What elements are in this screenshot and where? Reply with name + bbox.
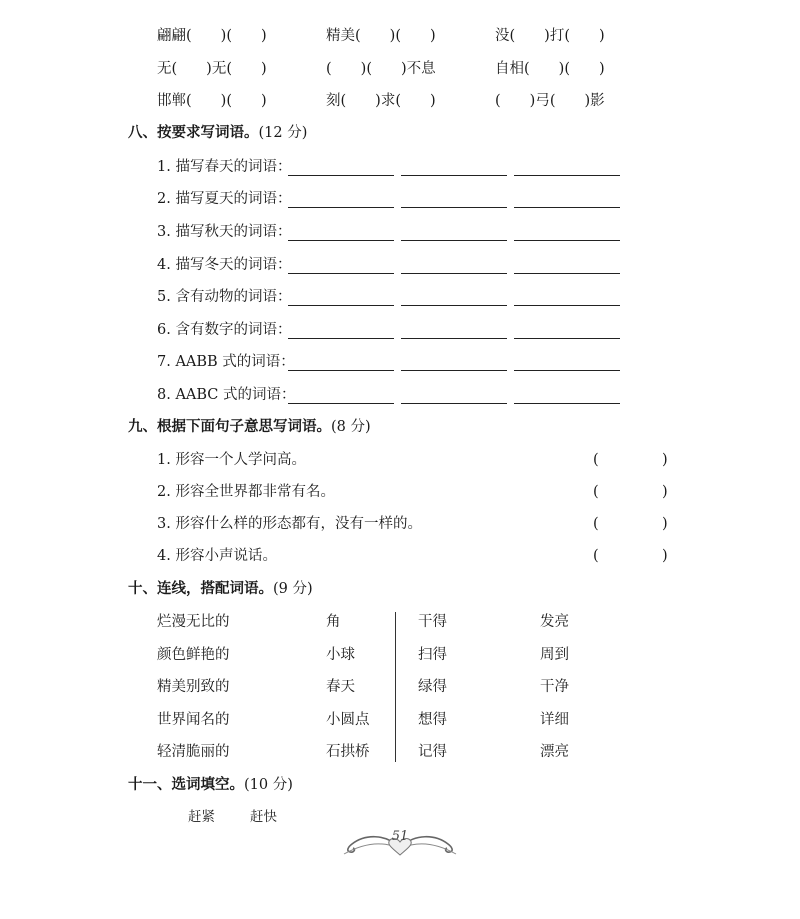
section-11-heading	[128, 775, 293, 795]
section-10-points: (9 分)	[273, 581, 313, 597]
match-col1-item[interactable]: 精美别致的	[157, 679, 230, 695]
answer-blank[interactable]	[401, 403, 507, 404]
answer-paren-close: )	[662, 484, 668, 500]
match-col2-item[interactable]: 石拱桥	[326, 744, 370, 760]
match-col3-item[interactable]: 记得	[418, 744, 447, 760]
answer-blank[interactable]	[514, 175, 620, 176]
answer-paren-open: (	[593, 516, 599, 532]
answer-paren-close: )	[662, 548, 668, 564]
match-col2-item[interactable]: 小圆点	[326, 712, 370, 728]
section-8-title: 八、按要求写词语。	[128, 125, 259, 141]
answer-blank[interactable]	[401, 273, 507, 274]
answer-blank[interactable]	[288, 338, 394, 339]
s8-item-4-label: 4. 描写冬天的词语：	[157, 257, 292, 273]
answer-blank[interactable]	[288, 240, 394, 241]
section-11-title: 十一、选词填空。	[128, 777, 244, 793]
answer-paren-open: (	[593, 548, 599, 564]
fill-row-3-col-2: 刻( )求( )	[326, 93, 436, 109]
match-col1-item[interactable]: 颜色鲜艳的	[157, 647, 230, 663]
answer-blank[interactable]	[288, 273, 394, 274]
answer-blank[interactable]	[288, 305, 394, 306]
fill-row-2-col-2: ( )( )不息	[326, 61, 436, 77]
match-col1-item[interactable]: 世界闻名的	[157, 712, 230, 728]
section-11-points: (10 分)	[244, 777, 293, 793]
s8-item-5-label: 5. 含有动物的词语：	[157, 289, 292, 305]
answer-blank[interactable]	[514, 207, 620, 208]
word-option-2: 赶快	[250, 809, 277, 825]
match-col1-item[interactable]: 烂漫无比的	[157, 614, 230, 630]
match-col3-item[interactable]: 干得	[418, 614, 447, 630]
answer-blank[interactable]	[401, 305, 507, 306]
match-col4-item[interactable]: 漂亮	[540, 744, 569, 760]
answer-blank[interactable]	[514, 273, 620, 274]
match-col4-item[interactable]: 周到	[540, 647, 569, 663]
fill-row-3-col-3: ( )弓( )影	[495, 93, 605, 109]
s8-item-3-label: 3. 描写秋天的词语：	[157, 224, 292, 240]
answer-blank[interactable]	[401, 370, 507, 371]
answer-paren-open: (	[593, 484, 599, 500]
s8-item-8-label: 8. AABC 式的词语：	[157, 387, 296, 403]
fill-row-3-col-1: 邯郸( )( )	[157, 93, 267, 109]
fill-row-1-col-3: 没( )打( )	[495, 28, 605, 44]
answer-blank[interactable]	[288, 403, 394, 404]
column-divider	[395, 612, 396, 762]
match-col4-item[interactable]: 详细	[540, 712, 569, 728]
answer-blank[interactable]	[514, 338, 620, 339]
section-9-points: (8 分)	[331, 419, 371, 435]
s8-item-6-label: 6. 含有数字的词语：	[157, 322, 292, 338]
s9-item-1: 1. 形容一个人学问高。	[157, 452, 306, 468]
s8-item-7-label: 7. AABB 式的词语：	[157, 354, 295, 370]
match-col4-item[interactable]: 发亮	[540, 614, 569, 630]
answer-blank[interactable]	[401, 338, 507, 339]
match-col3-item[interactable]: 扫得	[418, 647, 447, 663]
match-col3-item[interactable]: 绿得	[418, 679, 447, 695]
section-8-heading	[128, 123, 307, 143]
s8-item-1-label: 1. 描写春天的词语：	[157, 159, 292, 175]
section-9-heading	[128, 417, 371, 437]
section-10-title: 十、连线，搭配词语。	[128, 581, 273, 597]
answer-blank[interactable]	[514, 240, 620, 241]
fill-row-2-col-1: 无( )无( )	[157, 61, 267, 77]
answer-blank[interactable]	[401, 207, 507, 208]
fill-row-1-col-2: 精美( )( )	[326, 28, 436, 44]
answer-blank[interactable]	[514, 403, 620, 404]
page-number: 51	[391, 829, 409, 844]
s9-item-3: 3. 形容什么样的形态都有，没有一样的。	[157, 516, 422, 532]
section-10-heading	[128, 579, 313, 599]
s9-item-4: 4. 形容小声说话。	[157, 548, 277, 564]
fill-row-1-col-1: 翩翩( )( )	[157, 28, 267, 44]
word-option-1: 赶紧	[188, 809, 215, 825]
s8-item-2-label: 2. 描写夏天的词语：	[157, 191, 292, 207]
answer-paren-close: )	[662, 452, 668, 468]
s9-item-2: 2. 形容全世界都非常有名。	[157, 484, 335, 500]
section-8-points: (12 分)	[258, 125, 308, 141]
answer-paren-close: )	[662, 516, 668, 532]
match-col2-item[interactable]: 春天	[326, 679, 355, 695]
answer-paren-open: (	[593, 452, 599, 468]
answer-blank[interactable]	[514, 370, 620, 371]
answer-blank[interactable]	[288, 175, 394, 176]
fill-row-2-col-3: 自相( )( )	[495, 61, 605, 77]
match-col1-item[interactable]: 轻清脆丽的	[157, 744, 230, 760]
answer-blank[interactable]	[288, 207, 394, 208]
match-col4-item[interactable]: 干净	[540, 679, 569, 695]
answer-blank[interactable]	[514, 305, 620, 306]
answer-blank[interactable]	[401, 175, 507, 176]
match-col3-item[interactable]: 想得	[418, 712, 447, 728]
section-9-title: 九、根据下面句子意思写词语。	[128, 419, 331, 435]
match-col2-item[interactable]: 角	[326, 614, 341, 630]
answer-blank[interactable]	[288, 370, 394, 371]
match-col2-item[interactable]: 小球	[326, 647, 355, 663]
answer-blank[interactable]	[401, 240, 507, 241]
